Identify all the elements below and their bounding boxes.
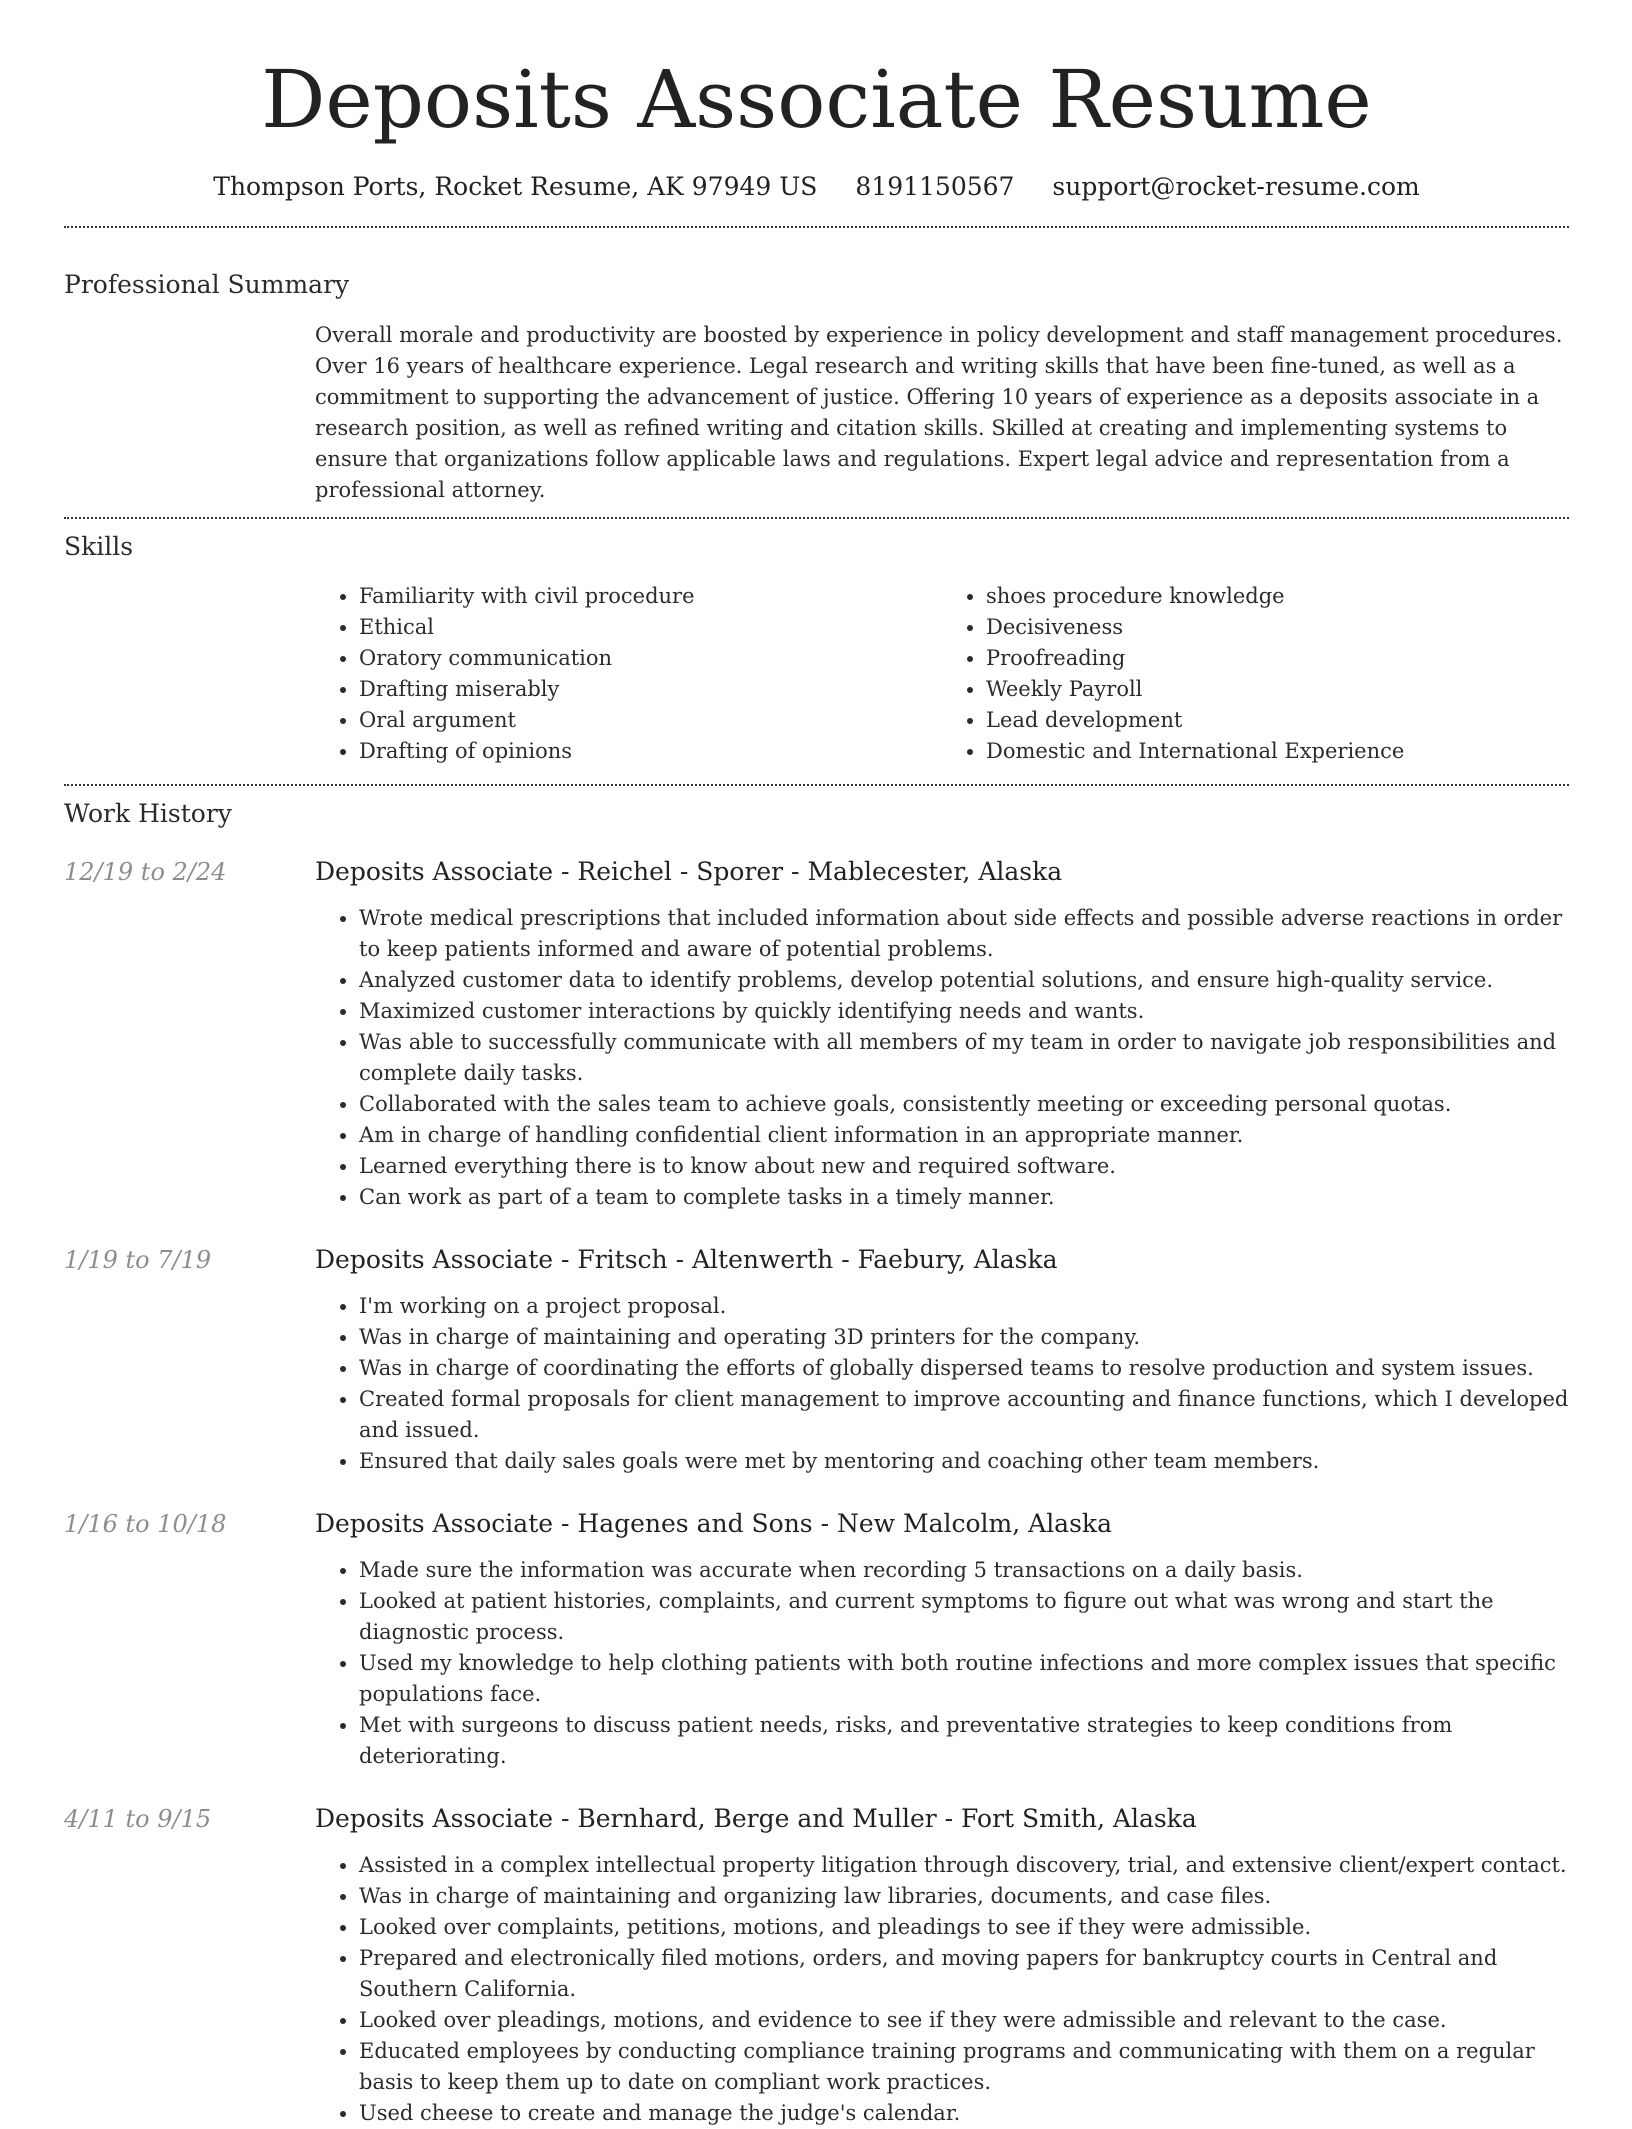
- summary-divider: [64, 517, 1569, 519]
- job-bullets: [315, 1555, 1569, 1772]
- job-title: Deposits Associate - Fritsch - Altenwerth - Faebury, Alaska: [315, 1245, 1058, 1274]
- skill-item: • Proofreading: [986, 643, 1569, 674]
- skill-item: • Lead development: [986, 705, 1569, 736]
- contact-line: [64, 170, 1569, 204]
- job-entry: [64, 855, 1569, 1213]
- skill-item: • Drafting of opinions: [359, 736, 942, 767]
- job-bullet: • Educated employees by conducting compliance training programs and communicating with them on a regular basis to keep them up to date on compliant work practices.: [359, 2036, 1569, 2098]
- job-bullet: • Looked over complaints, petitions, motions, and pleadings to see if they were admissible.: [359, 1912, 1569, 1943]
- job-title: Deposits Associate - Bernhard, Berge and Muller - Fort Smith, Alaska: [315, 1804, 1197, 1833]
- skills-heading: Skills: [64, 532, 134, 561]
- skills-grid: [315, 581, 1569, 767]
- skill-item: • Domestic and International Experience: [986, 736, 1569, 767]
- job-title: Deposits Associate - Reichel - Sporer - Mablecester, Alaska: [315, 857, 1063, 886]
- job-date: 1/19 to 7/19: [64, 1246, 212, 1274]
- job-bullet: • Collaborated with the sales team to achieve goals, consistently meeting or exceeding personal quotas.: [359, 1089, 1569, 1120]
- job-bullet: • Wrote medical prescriptions that included information about side effects and possible adverse reactions in order to keep patients informed and aware of potential problems.: [359, 903, 1569, 965]
- skill-item: • Weekly Payroll: [986, 674, 1569, 705]
- job-bullet: • Was able to successfully communicate with all members of my team in order to navigate job responsibilities and complete daily tasks.: [359, 1027, 1569, 1089]
- job-bullets: [315, 1850, 1569, 2129]
- job-bullet: • Made sure the information was accurate when recording 5 transactions on a daily basis.: [359, 1555, 1569, 1586]
- job-date: 4/11 to 9/15: [64, 1805, 212, 1833]
- summary-text: Overall morale and productivity are boosted by experience in policy development and staff management procedures. Over 16 years of healthcare experience. Legal research and writing skills that have been fine-tuned, as well as a commitment to supporting the advancement of justice. Offering 10 years of experience as a deposits associate in a research position, as well as refined writing and citation skills. Skilled at creating and implementing systems to ensure that organizations follow applicable laws and regulations. Expert legal advice and representation from a professional attorney.: [315, 323, 1563, 502]
- job-bullet: • Was in charge of maintaining and operating 3D printers for the company.: [359, 1322, 1569, 1353]
- job-header: [64, 1243, 1569, 1277]
- job-bullets: [315, 903, 1569, 1213]
- job-bullets: [315, 1291, 1569, 1477]
- header-divider: [64, 226, 1569, 228]
- job-bullet: • Met with surgeons to discuss patient needs, risks, and preventative strategies to keep conditions from deteriorating.: [359, 1710, 1569, 1772]
- job-bullet: • Can work as part of a team to complete tasks in a timely manner.: [359, 1182, 1569, 1213]
- job-header: [64, 1802, 1569, 1836]
- skills-section: [64, 530, 1569, 767]
- skills-list-right: [942, 581, 1569, 767]
- skills-list-left: [315, 581, 942, 767]
- contact-email: support@rocket-resume.com: [1052, 172, 1420, 201]
- work-section: [64, 797, 1569, 2129]
- job-entry: [64, 1802, 1569, 2129]
- contact-phone: 8191150567: [855, 172, 1015, 201]
- job-bullet: • Used my knowledge to help clothing patients with both routine infections and more complex issues that specific populations face.: [359, 1648, 1569, 1710]
- job-bullet: • I'm working on a project proposal.: [359, 1291, 1569, 1322]
- resume-title: Deposits Associate Resume: [261, 53, 1372, 146]
- job-entry: [64, 1243, 1569, 1477]
- job-bullet: • Am in charge of handling confidential client information in an appropriate manner.: [359, 1120, 1569, 1151]
- job-bullet: • Was in charge of coordinating the efforts of globally dispersed teams to resolve production and system issues.: [359, 1353, 1569, 1384]
- job-header: [64, 855, 1569, 889]
- job-bullet: • Looked at patient histories, complaints, and current symptoms to figure out what was wrong and start the diagnostic process.: [359, 1586, 1569, 1648]
- contact-address: Thompson Ports, Rocket Resume, AK 97949 US: [213, 172, 818, 201]
- skill-item: • shoes procedure knowledge: [986, 581, 1569, 612]
- resume-page: [64, 0, 1569, 2129]
- summary-heading: Professional Summary: [64, 270, 350, 299]
- skill-item: • Ethical: [359, 612, 942, 643]
- job-bullet: • Prepared and electronically filed motions, orders, and moving papers for bankruptcy courts in Central and Southern California.: [359, 1943, 1569, 2005]
- job-bullet: • Learned everything there is to know about new and required software.: [359, 1151, 1569, 1182]
- skill-item: • Oral argument: [359, 705, 942, 736]
- skills-divider: [64, 784, 1569, 786]
- job-bullet: • Looked over pleadings, motions, and evidence to see if they were admissible and relevant to the case.: [359, 2005, 1569, 2036]
- job-bullet: • Maximized customer interactions by quickly identifying needs and wants.: [359, 996, 1569, 1027]
- skill-item: • Oratory communication: [359, 643, 942, 674]
- job-bullet: • Assisted in a complex intellectual property litigation through discovery, trial, and extensive client/expert contact.: [359, 1850, 1569, 1881]
- job-date: 12/19 to 2/24: [64, 858, 227, 886]
- job-date: 1/16 to 10/18: [64, 1510, 227, 1538]
- job-bullet: • Used cheese to create and manage the judge's calendar.: [359, 2098, 1569, 2129]
- job-entry: [64, 1507, 1569, 1772]
- job-bullet: • Created formal proposals for client management to improve accounting and finance functions, which I developed and issued.: [359, 1384, 1569, 1446]
- job-bullet: • Ensured that daily sales goals were met by mentoring and coaching other team members.: [359, 1446, 1569, 1477]
- job-title: Deposits Associate - Hagenes and Sons - New Malcolm, Alaska: [315, 1509, 1112, 1538]
- job-header: [64, 1507, 1569, 1541]
- skill-item: • Familiarity with civil procedure: [359, 581, 942, 612]
- job-bullet: • Was in charge of maintaining and organizing law libraries, documents, and case files.: [359, 1881, 1569, 1912]
- skill-item: • Decisiveness: [986, 612, 1569, 643]
- job-bullet: • Analyzed customer data to identify problems, develop potential solutions, and ensure high-quality service.: [359, 965, 1569, 996]
- summary-section: [64, 268, 1569, 506]
- skill-item: • Drafting miserably: [359, 674, 942, 705]
- work-heading: Work History: [64, 799, 232, 828]
